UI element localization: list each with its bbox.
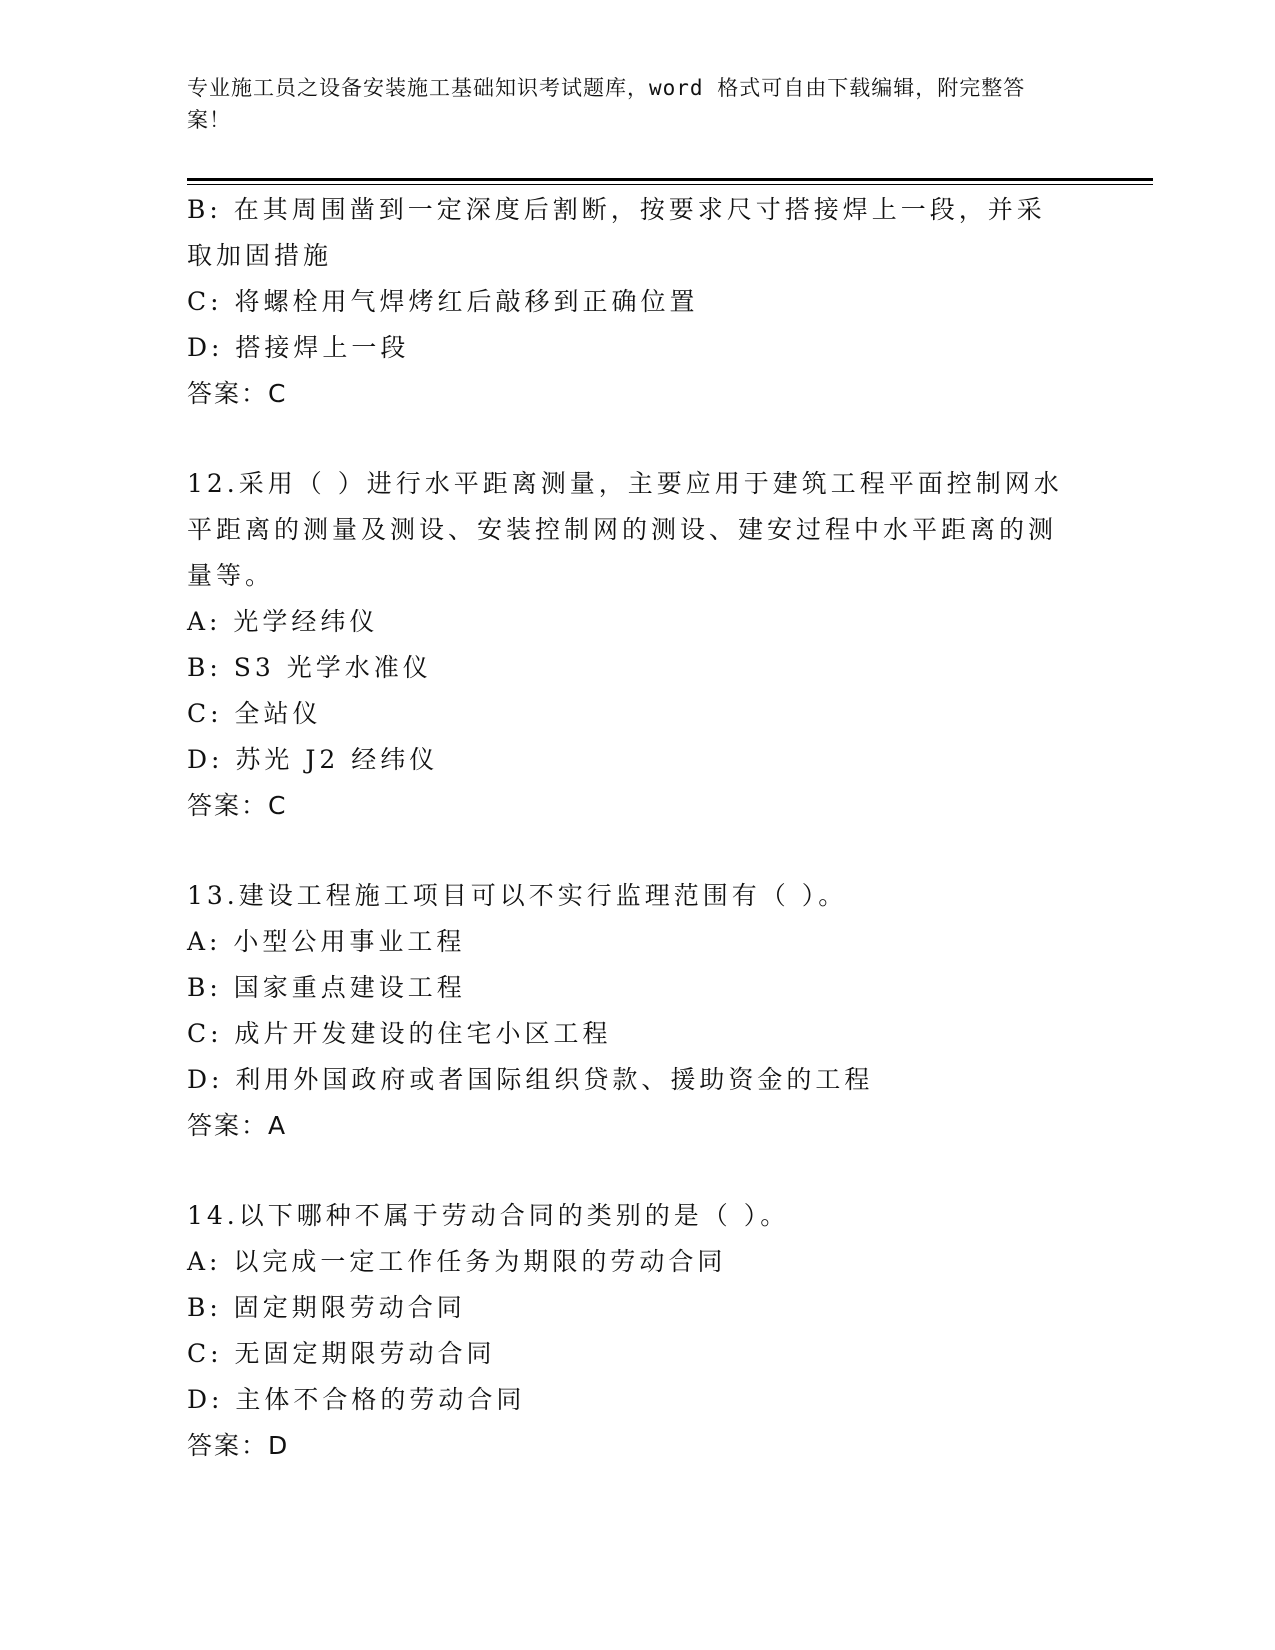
option-d: D: 搭接焊上一段 xyxy=(187,333,410,362)
document-header xyxy=(187,72,1067,136)
option-b: B: 国家重点建设工程 xyxy=(187,973,466,1002)
answer: 答案：A xyxy=(187,1111,288,1140)
answer: 答案：C xyxy=(187,379,288,408)
option-a: A: 小型公用事业工程 xyxy=(187,927,466,956)
header-rule-thick xyxy=(187,178,1153,181)
option-d: D: 利用外国政府或者国际组织贷款、援助资金的工程 xyxy=(187,1065,874,1094)
option-c: C: 全站仪 xyxy=(187,699,322,728)
question-12 xyxy=(187,461,1087,829)
answer: 答案：D xyxy=(187,1431,290,1460)
header-title: 专业施工员之设备安装施工基础知识考试题库，word 格式可自由下载编辑，附完整答案！ xyxy=(187,76,1026,132)
option-b: B: 固定期限劳动合同 xyxy=(187,1293,466,1322)
question-14 xyxy=(187,1193,1087,1469)
option-c: C: 无固定期限劳动合同 xyxy=(187,1339,496,1368)
question-list xyxy=(187,187,1087,1469)
question-stem: 13.建设工程施工项目可以不实行监理范围有（ ）。 xyxy=(187,881,848,910)
option-c: C: 成片开发建设的住宅小区工程 xyxy=(187,1019,612,1048)
option-b: B: 在其周围凿到一定深度后割断，按要求尺寸搭接焊上一段，并采取加固措施 xyxy=(187,195,1046,270)
option-d: D: 苏光 J2 经纬仪 xyxy=(187,745,439,774)
option-d: D: 主体不合格的劳动合同 xyxy=(187,1385,526,1414)
question-stem: 12.采用（ ）进行水平距离测量，主要应用于建筑工程平面控制网水平距离的测量及测设、安装控制网的测设、建安过程中水平距离的测量等。 xyxy=(187,469,1063,590)
question-stem: 14.以下哪种不属于劳动合同的类别的是（ ）。 xyxy=(187,1201,790,1230)
option-c: C: 将螺栓用气焊烤红后敲移到正确位置 xyxy=(187,287,699,316)
option-a: A: 以完成一定工作任务为期限的劳动合同 xyxy=(187,1247,727,1276)
question-11-continuation xyxy=(187,187,1087,417)
question-13 xyxy=(187,873,1087,1149)
answer: 答案：C xyxy=(187,791,288,820)
option-a: A: 光学经纬仪 xyxy=(187,607,379,636)
option-b: B: S3 光学水准仪 xyxy=(187,653,432,682)
header-rule-thin xyxy=(187,184,1153,185)
